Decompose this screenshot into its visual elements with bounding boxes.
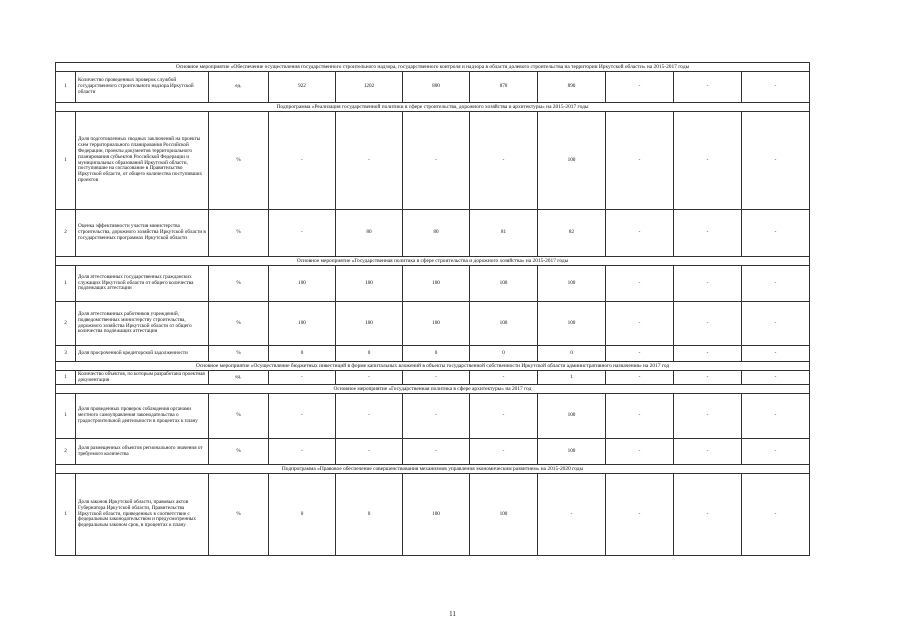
unit-cell: % bbox=[209, 112, 269, 210]
unit-cell: % bbox=[209, 346, 269, 362]
value-cell: - bbox=[742, 474, 810, 556]
value-cell: 81 bbox=[470, 210, 538, 257]
section-title: Подпрограмма «Правовое обеспечение совершенствования механизмов управления экономическим развитием» на 2015-2020 годы bbox=[56, 465, 810, 474]
unit-cell: % bbox=[209, 394, 269, 439]
indicator-table-sheet bbox=[55, 62, 809, 556]
section-header-row bbox=[56, 362, 810, 371]
value-cell: 100 bbox=[470, 302, 538, 346]
value-cell: - bbox=[336, 371, 403, 385]
value-cell: - bbox=[742, 371, 810, 385]
section-title: Основное мероприятие «Обеспечение осуществления государственного строительного надзора, государственного контроля и надзора в области долевого строительства на территории Иркутской области» на 2015-2017 годы bbox=[56, 63, 810, 72]
table-row bbox=[56, 371, 810, 385]
value-cell: - bbox=[742, 346, 810, 362]
value-cell: - bbox=[742, 394, 810, 439]
row-number-cell: 1 bbox=[56, 474, 76, 556]
unit-cell: % bbox=[209, 302, 269, 346]
unit-cell: % bbox=[209, 474, 269, 556]
value-cell: - bbox=[742, 210, 810, 257]
section-header-row bbox=[56, 465, 810, 474]
value-cell: - bbox=[606, 371, 674, 385]
value-cell: 0 bbox=[470, 346, 538, 362]
indicator-name-cell: Количество проведенных проверок службой государственного строительного надзора Иркутской области bbox=[76, 72, 209, 103]
table-row bbox=[56, 439, 810, 465]
value-cell: 100 bbox=[403, 474, 470, 556]
value-cell: - bbox=[403, 112, 470, 210]
row-number-cell: 1 bbox=[56, 394, 76, 439]
row-number-cell: 1 bbox=[56, 266, 76, 302]
value-cell: - bbox=[606, 346, 674, 362]
value-cell: 800 bbox=[403, 72, 470, 103]
value-cell: 80 bbox=[336, 210, 403, 257]
value-cell: - bbox=[403, 394, 470, 439]
row-number-cell: 2 bbox=[56, 439, 76, 465]
value-cell: - bbox=[606, 394, 674, 439]
indicator-table bbox=[55, 62, 810, 556]
value-cell: - bbox=[674, 210, 742, 257]
table-row bbox=[56, 394, 810, 439]
section-title: Основное мероприятие «Осуществление бюджетных инвестиций в форме капитальных вложений в объекты государственной собственности Иркутской области административного назначения» на 2017 год bbox=[56, 362, 810, 371]
value-cell: 1202 bbox=[336, 72, 403, 103]
table-row bbox=[56, 72, 810, 103]
value-cell: - bbox=[269, 371, 336, 385]
value-cell: - bbox=[606, 266, 674, 302]
row-number-cell: 2 bbox=[56, 302, 76, 346]
table-row bbox=[56, 112, 810, 210]
value-cell: 100 bbox=[403, 266, 470, 302]
value-cell: - bbox=[470, 371, 538, 385]
value-cell: - bbox=[674, 112, 742, 210]
value-cell: 100 bbox=[470, 266, 538, 302]
value-cell: 100 bbox=[269, 302, 336, 346]
row-number-cell: 2 bbox=[56, 210, 76, 257]
value-cell: 100 bbox=[538, 266, 606, 302]
value-cell: - bbox=[606, 210, 674, 257]
value-cell: - bbox=[470, 394, 538, 439]
indicator-name-cell: Доля аттестованных государственных гражданских служащих Иркутской области от общего количества подлежащих аттестации bbox=[76, 266, 209, 302]
value-cell: - bbox=[606, 439, 674, 465]
value-cell: - bbox=[269, 439, 336, 465]
value-cell: - bbox=[674, 266, 742, 302]
unit-cell: % bbox=[209, 439, 269, 465]
table-row bbox=[56, 302, 810, 346]
value-cell: 80 bbox=[403, 210, 470, 257]
value-cell: - bbox=[269, 394, 336, 439]
unit-cell: ед. bbox=[209, 72, 269, 103]
row-number-cell: 1 bbox=[56, 72, 76, 103]
value-cell: 100 bbox=[538, 302, 606, 346]
value-cell: - bbox=[606, 302, 674, 346]
value-cell: - bbox=[470, 112, 538, 210]
indicator-name-cell: Доля размещенных объектов регионального значения от требуемого количества bbox=[76, 439, 209, 465]
section-title: Основное мероприятие «Государственная политика в сфере строительства и дорожного хозяйства» на 2015-2017 годы bbox=[56, 257, 810, 266]
value-cell: - bbox=[674, 474, 742, 556]
value-cell: 0 bbox=[538, 346, 606, 362]
value-cell: 100 bbox=[470, 474, 538, 556]
value-cell: - bbox=[742, 439, 810, 465]
value-cell: 82 bbox=[538, 210, 606, 257]
value-cell: - bbox=[674, 346, 742, 362]
value-cell: - bbox=[742, 112, 810, 210]
value-cell: - bbox=[606, 112, 674, 210]
value-cell: 100 bbox=[403, 302, 470, 346]
value-cell: - bbox=[606, 72, 674, 103]
section-title: Основное мероприятие «Государственная политика в сфере архитектуры» на 2017 год bbox=[56, 385, 810, 394]
value-cell: - bbox=[674, 302, 742, 346]
value-cell: - bbox=[674, 371, 742, 385]
value-cell: - bbox=[470, 439, 538, 465]
value-cell: - bbox=[674, 72, 742, 103]
value-cell: 100 bbox=[269, 266, 336, 302]
section-header-row bbox=[56, 103, 810, 112]
value-cell: 0 bbox=[269, 474, 336, 556]
table-row bbox=[56, 266, 810, 302]
value-cell: - bbox=[606, 474, 674, 556]
value-cell: - bbox=[403, 439, 470, 465]
row-number-cell: 1 bbox=[56, 112, 76, 210]
value-cell: - bbox=[269, 210, 336, 257]
unit-cell: ед. bbox=[209, 371, 269, 385]
value-cell: - bbox=[336, 439, 403, 465]
value-cell: 100 bbox=[538, 439, 606, 465]
indicator-name-cell: Доля аттестованных работников учреждений, подведомственных министерству строительства, дорожного хозяйства Иркутской области от общего количества подлежащих аттестации bbox=[76, 302, 209, 346]
value-cell: 0 bbox=[336, 346, 403, 362]
section-header-row bbox=[56, 385, 810, 394]
unit-cell: % bbox=[209, 210, 269, 257]
value-cell: - bbox=[742, 302, 810, 346]
value-cell: 1 bbox=[538, 371, 606, 385]
indicator-name-cell: Доля просроченной кредиторской задолженности bbox=[76, 346, 209, 362]
value-cell: 100 bbox=[538, 394, 606, 439]
value-cell: - bbox=[403, 371, 470, 385]
indicator-name-cell: Доля подготовленных сводных заключений на проекты схем территориального планирования Российской Федерации, проекты документов территориального планирования субъектов Российской Федерации и муниципальных образований Иркутской области, поступившие на согласование в Правительство Иркутской области, от общего количества поступивших проектов bbox=[76, 112, 209, 210]
value-cell: 890 bbox=[538, 72, 606, 103]
value-cell: - bbox=[269, 112, 336, 210]
row-number-cell: 1 bbox=[56, 371, 76, 385]
value-cell: 0 bbox=[336, 474, 403, 556]
value-cell: - bbox=[674, 439, 742, 465]
value-cell: - bbox=[742, 72, 810, 103]
value-cell: - bbox=[336, 394, 403, 439]
table-row bbox=[56, 474, 810, 556]
value-cell: 0 bbox=[269, 346, 336, 362]
page-number: 11 bbox=[449, 610, 456, 618]
value-cell: 100 bbox=[336, 266, 403, 302]
table-row bbox=[56, 210, 810, 257]
value-cell: 870 bbox=[470, 72, 538, 103]
indicator-name-cell: Доля законов Иркутской области, правовых актов Губернатора Иркутской области, Правительства Иркутской области, приведенных в соответствие с федеральным законодательством и предусмотренных федеральным законом срок, в процентах к плану bbox=[76, 474, 209, 556]
row-number-cell: 3 bbox=[56, 346, 76, 362]
value-cell: - bbox=[336, 112, 403, 210]
value-cell: 100 bbox=[336, 302, 403, 346]
value-cell: 0 bbox=[403, 346, 470, 362]
unit-cell: % bbox=[209, 266, 269, 302]
indicator-name-cell: Оценка эффективности участия министерства строительства, дорожного хозяйства Иркутской области в государственных программах Иркутской области bbox=[76, 210, 209, 257]
section-header-row bbox=[56, 257, 810, 266]
indicator-name-cell: Количество объектов, по которым разработана проектная документация bbox=[76, 371, 209, 385]
section-title: Подпрограмма «Реализация государственной политики в сфере строительства, дорожного хозяйства и архитектуры» на 2015-2017 годы bbox=[56, 103, 810, 112]
value-cell: - bbox=[674, 394, 742, 439]
table-row bbox=[56, 346, 810, 362]
value-cell: 922 bbox=[269, 72, 336, 103]
value-cell: - bbox=[538, 474, 606, 556]
section-header-row bbox=[56, 63, 810, 72]
indicator-name-cell: Доля проведенных проверок соблюдения органами местного самоуправления законодательства о градостроительной деятельности в процентах к плану bbox=[76, 394, 209, 439]
value-cell: 100 bbox=[538, 112, 606, 210]
value-cell: - bbox=[742, 266, 810, 302]
